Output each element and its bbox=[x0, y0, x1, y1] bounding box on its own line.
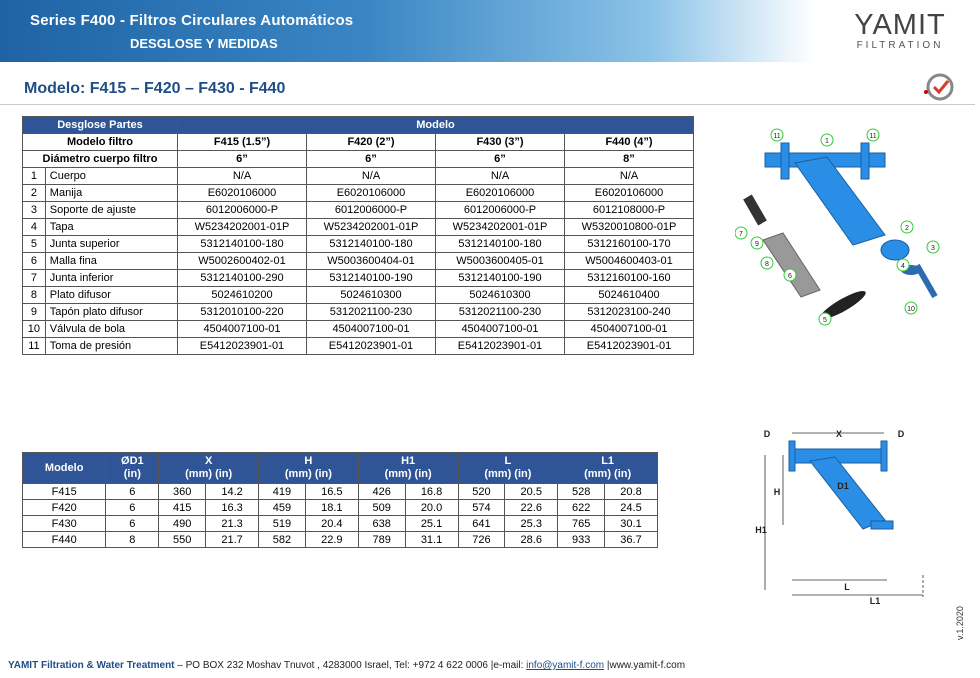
part-number: 5 bbox=[23, 236, 46, 253]
diameter-cell: 8” bbox=[564, 151, 693, 168]
diameter-cell: 6” bbox=[177, 151, 306, 168]
diameter-row bbox=[23, 151, 694, 168]
model-cell: F430 (3”) bbox=[435, 134, 564, 151]
column-header-name: H1 bbox=[401, 455, 416, 467]
divider bbox=[0, 104, 975, 105]
table-cell: 25.1 bbox=[405, 516, 458, 532]
part-code: 5024610200 bbox=[177, 287, 306, 304]
footer-email-link[interactable]: info@yamit-f.com bbox=[526, 660, 605, 671]
part-description: Válvula de bola bbox=[45, 321, 177, 338]
part-code: W5234202001-01P bbox=[435, 219, 564, 236]
table-cell: 14.2 bbox=[206, 484, 259, 500]
part-code: W5234202001-01P bbox=[306, 219, 435, 236]
part-code: N/A bbox=[435, 168, 564, 185]
part-code: 5312140100-190 bbox=[306, 270, 435, 287]
table-row bbox=[23, 236, 694, 253]
table-cell: 25.3 bbox=[505, 516, 558, 532]
part-number: 4 bbox=[23, 219, 46, 236]
label-d-left: D bbox=[763, 429, 771, 439]
label-l1: L1 bbox=[869, 596, 881, 605]
table-row bbox=[23, 253, 694, 270]
table-cell: 20.8 bbox=[605, 484, 658, 500]
table-cell: 765 bbox=[558, 516, 605, 532]
dimension-diagram bbox=[755, 425, 945, 605]
part-number: 9 bbox=[23, 304, 46, 321]
model-cell: F415 (1.5”) bbox=[177, 134, 306, 151]
table-cell: 18.1 bbox=[305, 500, 358, 516]
table-cell: 426 bbox=[358, 484, 405, 500]
table-cell: F420 bbox=[23, 500, 106, 516]
part-description: Junta inferior bbox=[45, 270, 177, 287]
logo-tagline: FILTRATION bbox=[856, 40, 944, 51]
column-header bbox=[358, 453, 458, 484]
label-d-right: D bbox=[897, 429, 905, 439]
table-cell: 509 bbox=[358, 500, 405, 516]
part-code: E6020106000 bbox=[564, 185, 693, 202]
dimensions-table bbox=[22, 452, 658, 548]
table-row bbox=[23, 338, 694, 355]
callout-1: 1 bbox=[825, 138, 829, 145]
part-code: N/A bbox=[306, 168, 435, 185]
table-cell: 20.0 bbox=[405, 500, 458, 516]
part-code: 5312023100-240 bbox=[564, 304, 693, 321]
label-h1: H1 bbox=[755, 525, 767, 535]
table-cell: 16.3 bbox=[206, 500, 259, 516]
column-header bbox=[458, 453, 558, 484]
table-cell: 933 bbox=[558, 532, 605, 548]
part-code: 5024610300 bbox=[435, 287, 564, 304]
column-header-name: Modelo bbox=[44, 461, 84, 474]
table-cell: 6 bbox=[106, 516, 159, 532]
table-cell: 6 bbox=[106, 484, 159, 500]
table-row bbox=[23, 484, 658, 500]
part-code: 6012108000-P bbox=[564, 202, 693, 219]
part-code: 4504007100-01 bbox=[177, 321, 306, 338]
table-cell: 520 bbox=[458, 484, 505, 500]
callout-5: 5 bbox=[823, 317, 827, 324]
part-code: E5412023901-01 bbox=[435, 338, 564, 355]
part-number: 2 bbox=[23, 185, 46, 202]
part-number: 10 bbox=[23, 321, 46, 338]
model-title: Modelo: F415 – F420 – F430 - F440 bbox=[24, 80, 286, 97]
dimensions-header-row bbox=[23, 453, 658, 484]
part-code: W5320010800-01P bbox=[564, 219, 693, 236]
label-d1: D1 bbox=[837, 481, 849, 491]
footer bbox=[8, 660, 685, 671]
table-row bbox=[23, 532, 658, 548]
table-cell: 519 bbox=[259, 516, 306, 532]
part-code: 5312160100-160 bbox=[564, 270, 693, 287]
callout-3: 3 bbox=[931, 245, 935, 252]
table-cell: 459 bbox=[259, 500, 306, 516]
part-code: 5312140100-190 bbox=[435, 270, 564, 287]
table-cell: 16.8 bbox=[405, 484, 458, 500]
parts-body bbox=[23, 168, 694, 355]
parts-header-left: Desglose Partes bbox=[23, 117, 178, 134]
column-header bbox=[159, 453, 259, 484]
model-cell: F420 (2”) bbox=[306, 134, 435, 151]
column-header-name: X bbox=[204, 455, 213, 467]
parts-header-row bbox=[23, 117, 694, 134]
column-header-unit: (mm) (in) bbox=[284, 468, 332, 480]
filter-model-row bbox=[23, 134, 694, 151]
part-code: 4504007100-01 bbox=[306, 321, 435, 338]
table-cell: 419 bbox=[259, 484, 306, 500]
part-description: Cuerpo bbox=[45, 168, 177, 185]
table-row bbox=[23, 270, 694, 287]
column-header-unit: (mm) (in) bbox=[384, 468, 432, 480]
table-cell: 21.7 bbox=[206, 532, 259, 548]
part-number: 11 bbox=[23, 338, 46, 355]
callout-10: 10 bbox=[907, 306, 915, 313]
part-description: Tapa bbox=[45, 219, 177, 236]
part-code: N/A bbox=[177, 168, 306, 185]
part-code: 5312140100-180 bbox=[306, 236, 435, 253]
column-header-name: L1 bbox=[601, 455, 615, 467]
table-cell: 28.6 bbox=[505, 532, 558, 548]
yamit-logo bbox=[845, 10, 955, 54]
part-code: 6012006000-P bbox=[177, 202, 306, 219]
model-cell: F440 (4”) bbox=[564, 134, 693, 151]
diffuser-plate-icon bbox=[743, 195, 767, 226]
part-code: 5312160100-170 bbox=[564, 236, 693, 253]
label-h: H bbox=[773, 487, 781, 497]
parts-header-right: Modelo bbox=[177, 117, 693, 134]
part-description: Junta superior bbox=[45, 236, 177, 253]
part-description: Tapón plato difusor bbox=[45, 304, 177, 321]
part-number: 7 bbox=[23, 270, 46, 287]
table-row bbox=[23, 168, 694, 185]
table-cell: 6 bbox=[106, 500, 159, 516]
table-row bbox=[23, 500, 658, 516]
table-cell: F430 bbox=[23, 516, 106, 532]
table-cell: 20.5 bbox=[505, 484, 558, 500]
header-title: Series F400 - Filtros Circulares Automáticos bbox=[30, 12, 354, 29]
part-code: 5312021100-230 bbox=[306, 304, 435, 321]
table-row bbox=[23, 516, 658, 532]
table-cell: F440 bbox=[23, 532, 106, 548]
callout-7: 7 bbox=[739, 231, 743, 238]
column-header-name: H bbox=[304, 455, 313, 467]
table-cell: 22.6 bbox=[505, 500, 558, 516]
part-code: W5002600402-01 bbox=[177, 253, 306, 270]
table-cell: 726 bbox=[458, 532, 505, 548]
table-row bbox=[23, 321, 694, 338]
table-cell: 8 bbox=[106, 532, 159, 548]
part-number: 3 bbox=[23, 202, 46, 219]
exploded-view-diagram bbox=[735, 125, 975, 330]
part-code: W5003600404-01 bbox=[306, 253, 435, 270]
part-code: 5024610400 bbox=[564, 287, 693, 304]
header-banner bbox=[0, 0, 815, 62]
label-l: L bbox=[844, 582, 850, 592]
footer-website: |www.yamit-f.com bbox=[604, 660, 686, 671]
part-code: E6020106000 bbox=[306, 185, 435, 202]
column-header-name: L bbox=[504, 455, 512, 467]
table-cell: F415 bbox=[23, 484, 106, 500]
part-code: E6020106000 bbox=[177, 185, 306, 202]
parts-table bbox=[22, 116, 694, 355]
table-cell: 20.4 bbox=[305, 516, 358, 532]
part-description: Manija bbox=[45, 185, 177, 202]
part-code: 5312010100-220 bbox=[177, 304, 306, 321]
table-cell: 641 bbox=[458, 516, 505, 532]
part-code: 6012006000-P bbox=[435, 202, 564, 219]
table-cell: 574 bbox=[458, 500, 505, 516]
table-cell: 490 bbox=[159, 516, 206, 532]
label-x: X bbox=[835, 429, 843, 439]
version-label: v.1.2020 bbox=[955, 606, 965, 640]
filter-body-icon bbox=[765, 143, 885, 245]
part-description: Toma de presión bbox=[45, 338, 177, 355]
diameter-label: Diámetro cuerpo filtro bbox=[23, 151, 178, 168]
part-code: 4504007100-01 bbox=[435, 321, 564, 338]
part-number: 1 bbox=[23, 168, 46, 185]
part-code: E5412023901-01 bbox=[564, 338, 693, 355]
table-cell: 30.1 bbox=[605, 516, 658, 532]
column-header bbox=[23, 453, 106, 484]
table-cell: 21.3 bbox=[206, 516, 259, 532]
part-description: Soporte de ajuste bbox=[45, 202, 177, 219]
table-row bbox=[23, 185, 694, 202]
column-header-unit: (mm) (in) bbox=[185, 468, 233, 480]
part-number: 8 bbox=[23, 287, 46, 304]
part-code: 5024610300 bbox=[306, 287, 435, 304]
part-code: W5234202001-01P bbox=[177, 219, 306, 236]
table-row bbox=[23, 219, 694, 236]
column-header-name: ØD1 bbox=[121, 455, 144, 467]
filter-model-label: Modelo filtro bbox=[23, 134, 178, 151]
table-cell: 622 bbox=[558, 500, 605, 516]
callout-11: 11 bbox=[773, 133, 781, 140]
column-header bbox=[259, 453, 359, 484]
part-description: Plato difusor bbox=[45, 287, 177, 304]
table-cell: 528 bbox=[558, 484, 605, 500]
diameter-cell: 6” bbox=[435, 151, 564, 168]
column-header bbox=[106, 453, 159, 484]
part-code: 5312140100-180 bbox=[177, 236, 306, 253]
part-code: 4504007100-01 bbox=[564, 321, 693, 338]
logo-name: YAMIT bbox=[854, 9, 946, 41]
dimensions-body bbox=[23, 484, 658, 548]
part-code: N/A bbox=[564, 168, 693, 185]
part-number: 6 bbox=[23, 253, 46, 270]
footer-address: – PO BOX 232 Moshav Tnuvot , 4283000 Israel, Tel: +972 4 622 0006 |e-mail: bbox=[174, 660, 527, 671]
callout-6: 6 bbox=[788, 273, 792, 280]
table-row bbox=[23, 202, 694, 219]
callout-4: 4 bbox=[901, 263, 905, 270]
part-code: W5004600403-01 bbox=[564, 253, 693, 270]
callout-8: 8 bbox=[765, 261, 769, 268]
table-row bbox=[23, 304, 694, 321]
header-subtitle: DESGLOSE Y MEDIDAS bbox=[130, 36, 278, 51]
column-header bbox=[558, 453, 658, 484]
callout-11: 11 bbox=[869, 133, 877, 140]
part-code: W5003600405-01 bbox=[435, 253, 564, 270]
table-cell: 31.1 bbox=[405, 532, 458, 548]
table-row bbox=[23, 287, 694, 304]
sgs-certification-icon bbox=[918, 70, 958, 104]
part-code: 5312140100-180 bbox=[435, 236, 564, 253]
callout-9: 9 bbox=[755, 241, 759, 248]
part-code: E5412023901-01 bbox=[306, 338, 435, 355]
column-header-unit: (mm) (in) bbox=[484, 468, 532, 480]
part-code: 6012006000-P bbox=[306, 202, 435, 219]
part-description: Malla fina bbox=[45, 253, 177, 270]
table-cell: 638 bbox=[358, 516, 405, 532]
table-cell: 360 bbox=[159, 484, 206, 500]
table-cell: 22.9 bbox=[305, 532, 358, 548]
table-cell: 36.7 bbox=[605, 532, 658, 548]
part-code: 5312140100-290 bbox=[177, 270, 306, 287]
table-cell: 550 bbox=[159, 532, 206, 548]
table-cell: 16.5 bbox=[305, 484, 358, 500]
table-cell: 415 bbox=[159, 500, 206, 516]
part-code: E6020106000 bbox=[435, 185, 564, 202]
diameter-cell: 6” bbox=[306, 151, 435, 168]
table-cell: 789 bbox=[358, 532, 405, 548]
column-header-unit: (in) bbox=[123, 468, 141, 480]
column-header-unit: (mm) (in) bbox=[584, 468, 632, 480]
part-code: 5312021100-230 bbox=[435, 304, 564, 321]
table-cell: 582 bbox=[259, 532, 306, 548]
callout-2: 2 bbox=[905, 225, 909, 232]
part-code: E5412023901-01 bbox=[177, 338, 306, 355]
table-cell: 24.5 bbox=[605, 500, 658, 516]
footer-company: YAMIT Filtration & Water Treatment bbox=[8, 660, 175, 671]
